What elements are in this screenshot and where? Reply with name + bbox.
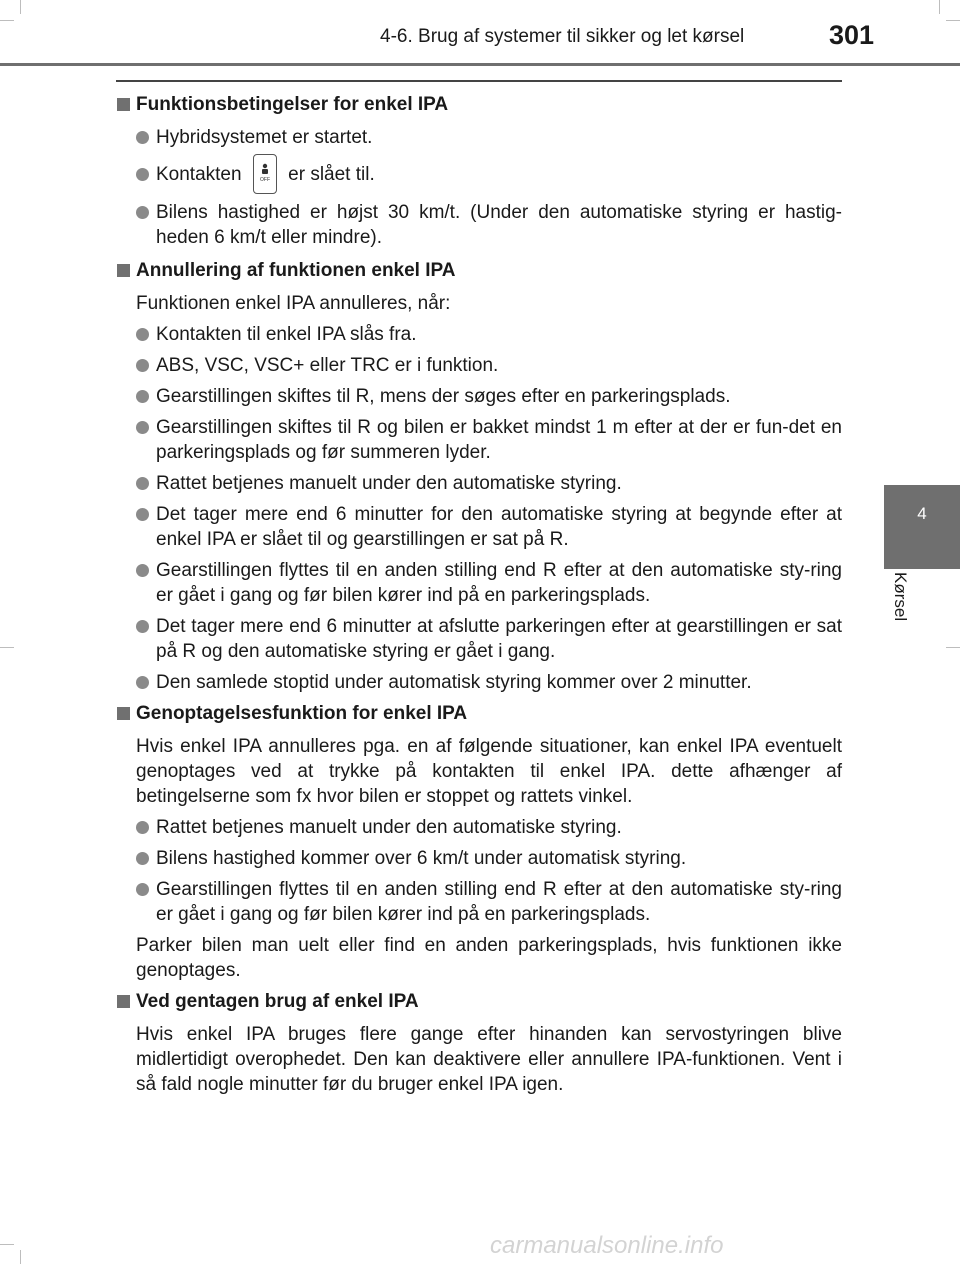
paragraph: Funktionen enkel IPA annulleres, når: — [136, 293, 451, 314]
circle-bullet-icon — [136, 168, 149, 181]
crop-mark — [20, 0, 21, 14]
list-item: Det tager mere end 6 minutter at afslutte parkeringen efter at gearstillingen er sat på R og den automatiske styring er gået i gang. — [116, 614, 842, 664]
paragraph: Hvis enkel IPA annulleres pga. en af følgende situationer, kan enkel IPA eventuelt genoptages ved at trykke på kontakten til enkel IPA. dette afhænger af betingelserne som fx hvor bilen er stoppet og rattets vinkel. — [136, 736, 842, 807]
square-bullet-icon — [117, 995, 130, 1008]
section-title: 4-6. Brug af systemer til sikker og let kørsel — [380, 26, 745, 47]
crop-mark — [0, 1244, 14, 1245]
crop-mark — [0, 647, 14, 648]
page-number: 301 — [829, 20, 875, 50]
list-item: ABS, VSC, VSC+ eller TRC er i funktion. — [116, 353, 842, 378]
circle-bullet-icon — [136, 359, 149, 372]
list-item: Rattet betjenes manuelt under den automatiske styring. — [116, 471, 842, 496]
header-rule — [0, 63, 960, 66]
paragraph: Parker bilen man uelt eller find en anden parkeringsplads, hvis funktionen ikke genoptages. — [136, 935, 842, 981]
list-item: Det tager mere end 6 minutter for den automatiske styring at begynde efter at enkel IPA er slået til og gearstillingen er sat på R. — [116, 502, 842, 552]
crop-mark — [946, 647, 960, 648]
circle-bullet-icon — [136, 620, 149, 633]
circle-bullet-icon — [136, 821, 149, 834]
crop-mark — [946, 20, 960, 21]
chapter-tab — [884, 485, 960, 569]
list-item: Gearstillingen flyttes til en anden stilling end R efter at den automatiske sty-ring er gået i gang og før bilen kører ind på en parkeringsplads. — [116, 558, 842, 608]
list-item: Rattet betjenes manuelt under den automatiske styring. — [116, 815, 842, 840]
circle-bullet-icon — [136, 206, 149, 219]
list-item: Den samlede stoptid under automatisk styring kommer over 2 minutter. — [116, 670, 842, 695]
square-bullet-icon — [117, 707, 130, 720]
section-heading: Annullering af funktionen enkel IPA — [116, 258, 842, 283]
circle-bullet-icon — [136, 564, 149, 577]
section-heading: Ved gentagen brug af enkel IPA — [116, 989, 842, 1014]
list-item: Bilens hastighed er højst 30 km/t. (Under den automatiske styring er hastig-heden 6 km/t eller mindre). — [116, 200, 842, 250]
circle-bullet-icon — [136, 883, 149, 896]
ipa-off-switch-icon — [253, 154, 277, 194]
section-heading: Funktionsbetingelser for enkel IPA — [116, 92, 842, 117]
list-item: Kontakten OFF er slået til. — [116, 162, 842, 188]
chapter-label: Kørsel — [891, 572, 910, 622]
circle-bullet-icon — [136, 421, 149, 434]
watermark: carmanualsonline.info — [490, 1232, 724, 1259]
crop-mark — [0, 20, 14, 21]
circle-bullet-icon — [136, 508, 149, 521]
circle-bullet-icon — [136, 852, 149, 865]
square-bullet-icon — [117, 264, 130, 277]
list-item: Hybridsystemet er startet. — [116, 125, 842, 150]
content-rule — [116, 80, 842, 82]
square-bullet-icon — [117, 98, 130, 111]
list-item: Gearstillingen flyttes til en anden stilling end R efter at den automatiske sty-ring er gået i gang og før bilen kører ind på en parkeringsplads. — [116, 877, 842, 927]
circle-bullet-icon — [136, 390, 149, 403]
circle-bullet-icon — [136, 676, 149, 689]
circle-bullet-icon — [136, 328, 149, 341]
section-heading: Genoptagelsesfunktion for enkel IPA — [116, 701, 842, 726]
circle-bullet-icon — [136, 131, 149, 144]
crop-mark — [20, 1250, 21, 1264]
list-item: Gearstillingen skiftes til R, mens der søges efter en parkeringsplads. — [116, 384, 842, 409]
crop-mark — [939, 0, 940, 14]
chapter-number: 4 — [917, 504, 927, 523]
paragraph: Hvis enkel IPA bruges flere gange efter hinanden kan servostyringen blive midlertidigt overophedet. Den kan deaktivere eller annullere IPA-funktionen. Vent i så fald nogle minutter før du bruger enkel IPA igen. — [136, 1024, 842, 1095]
svg-text:OFF: OFF — [259, 177, 270, 183]
list-item: Gearstillingen skiftes til R og bilen er bakket mindst 1 m efter at der er fun-det en parkeringsplads og før summeren lyder. — [116, 415, 842, 465]
chapter-label-box — [886, 572, 926, 672]
main-content — [116, 92, 842, 1103]
list-item: Bilens hastighed kommer over 6 km/t under automatisk styring. — [116, 846, 842, 871]
circle-bullet-icon — [136, 477, 149, 490]
list-item: Kontakten til enkel IPA slås fra. — [116, 322, 842, 347]
